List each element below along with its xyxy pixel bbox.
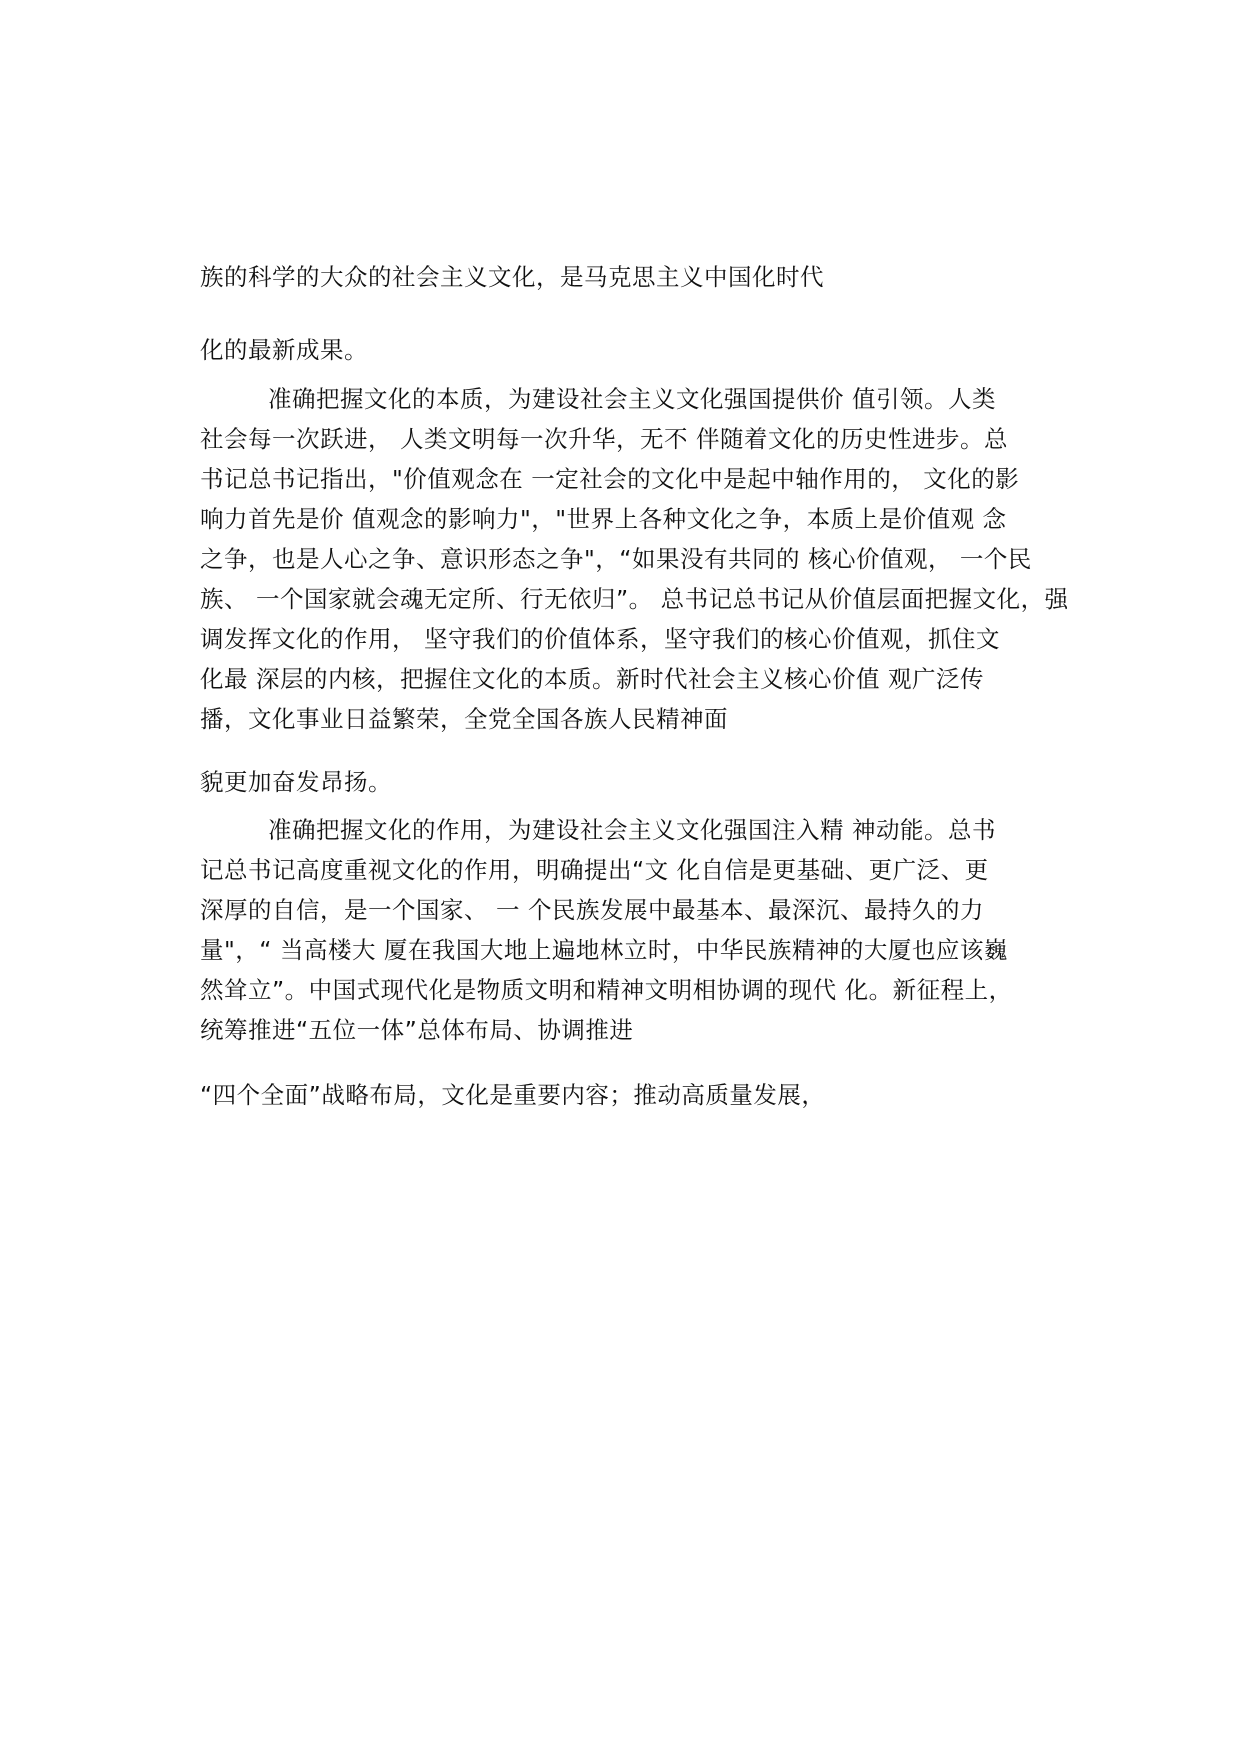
text-line: 书记总书记指出，"价值观念在 一定社会的文化中是起中轴作用的， 文化的影 [200, 465, 1020, 493]
text-line: 量"，“ 当高楼大 厦在我国大地上遍地林立时，中华民族精神的大厦也应该巍 [200, 936, 1008, 964]
text-line: 调发挥文化的作用， 坚守我们的价值体系，坚守我们的核心价值观，抓住文 [200, 625, 1000, 653]
text-line: “四个全面”战略布局，文化是重要内容；推动高质量发展， [200, 1081, 826, 1109]
text-line: 社会每一次跃进， 人类文明每一次升华，无不 伴随着文化的历史性进步。总 [200, 425, 1008, 453]
paragraph-start: 准确把握文化的本质，为建设社会主义文化强国提供价 值引领。人类 [268, 385, 996, 413]
text-line: 然耸立”。中国式现代化是物质文明和精神文明相协调的现代 化。新征程上， [200, 976, 1013, 1004]
text-line: 记总书记高度重视文化的作用，明确提出“文 化自信是更基础、更广泛、更 [200, 856, 989, 884]
text-line: 化的最新成果。 [200, 336, 368, 364]
text-line: 统筹推进“五位一体”总体布局、协调推进 [200, 1016, 634, 1044]
text-line: 响力首先是价 值观念的影响力"，"世界上各种文化之争，本质上是价值观 念 [200, 505, 1007, 533]
text-line: 族、 一个国家就会魂无定所、行无依归”。 总书记总书记从价值层面把握文化，强 [200, 585, 1069, 613]
text-line: 貌更加奋发昂扬。 [200, 768, 392, 796]
text-line: 化最 深层的内核，把握住文化的本质。新时代社会主义核心价值 观广泛传 [200, 665, 984, 693]
text-line: 播，文化事业日益繁荣，全党全国各族人民精神面 [200, 705, 728, 733]
paragraph-start: 准确把握文化的作用，为建设社会主义文化强国注入精 神动能。总书 [268, 816, 996, 844]
text-line: 之争，也是人心之争、意识形态之争"，“如果没有共同的 核心价值观， 一个民 [200, 545, 1032, 573]
text-line: 族的科学的大众的社会主义文化，是马克思主义中国化时代 [200, 263, 824, 291]
text-line: 深厚的自信，是一个国家、 一 个民族发展中最基本、最深沉、最持久的力 [200, 896, 984, 924]
